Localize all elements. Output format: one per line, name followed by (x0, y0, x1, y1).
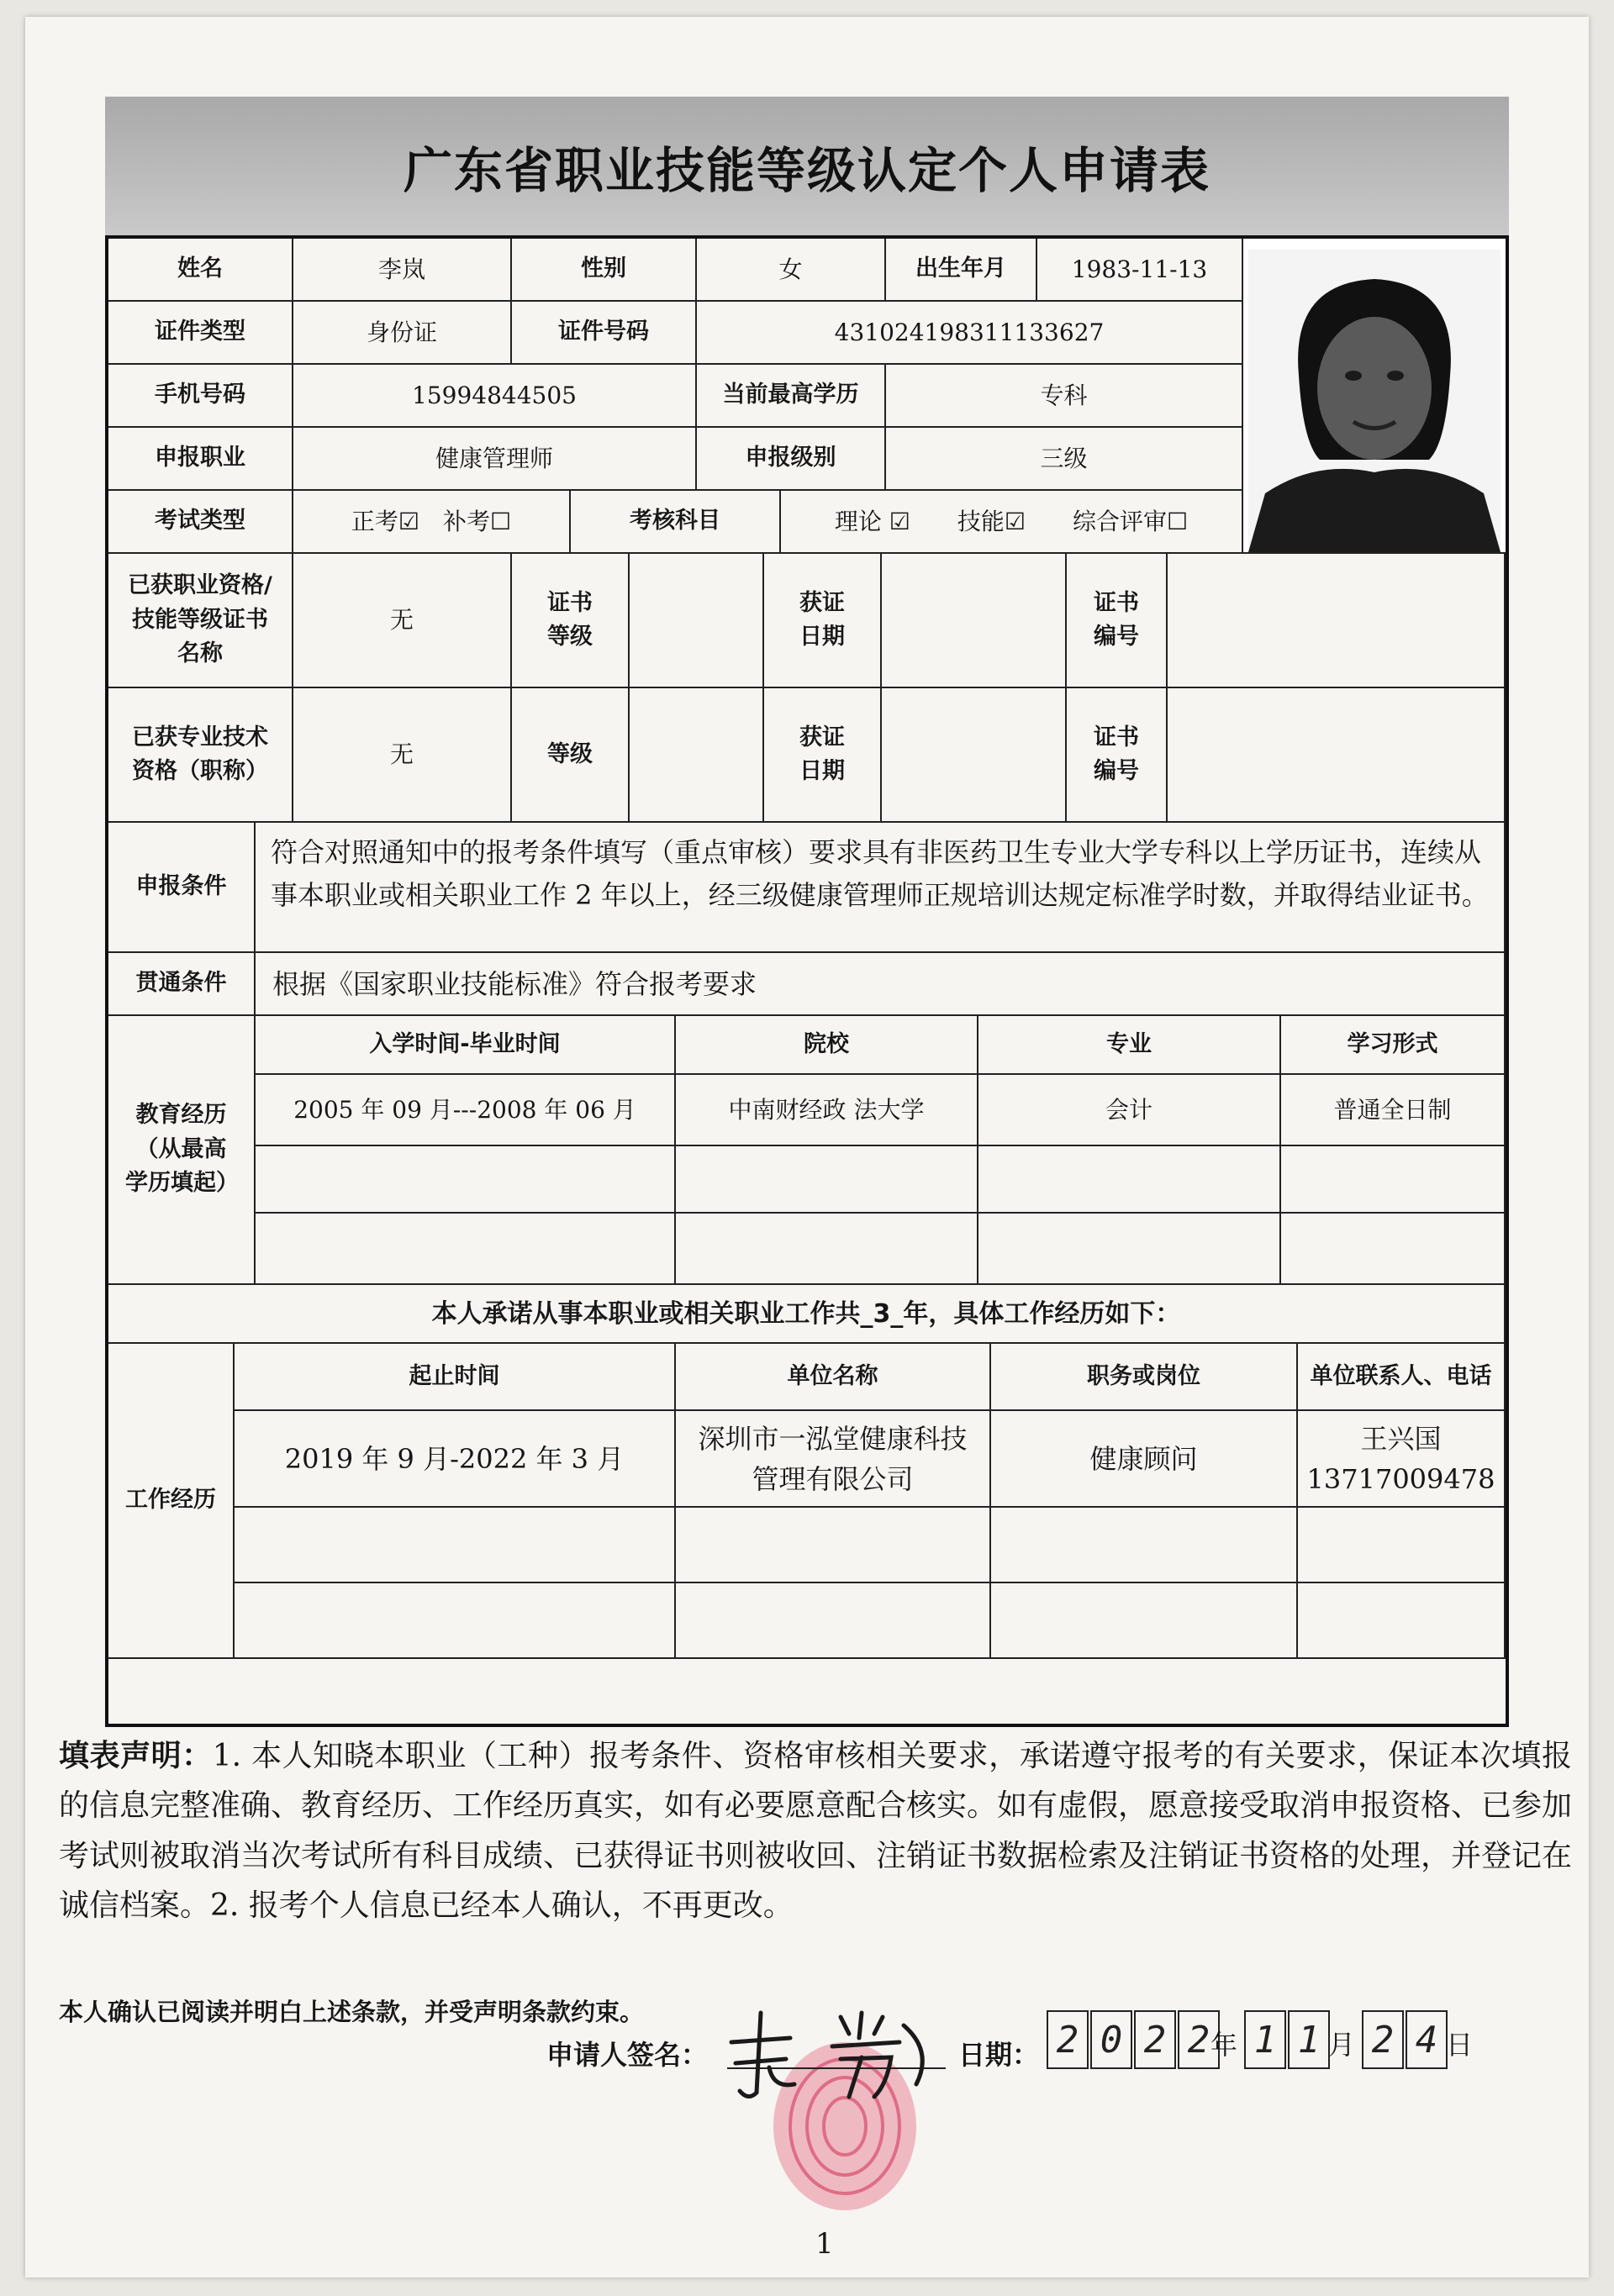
work-header-period: 起止时间 (235, 1344, 676, 1411)
exam-type-value: 正考☑ 补考☐ (293, 491, 571, 554)
year-digit: 2 (1178, 2010, 1220, 2069)
declaration-text: 1. 本人知晓本职业（工种）报考条件、资格审核相关要求，承诺遵守报考的有关要求，保证本次填报的信息完整准确、教育经历、工作经历真实，如有必要愿意配合核实。如有虚假，愿意接受取消申报资格、已参加考试则被取消当次考试所有科目成绩、已获得证书则被收回、注销证书数据检索及注销证书资格的处理，并登记在诚信档案。2. 报考个人信息已经本人确认，不再更改。 (59, 1739, 1573, 1924)
conditions-label: 申报条件 (108, 823, 256, 953)
work-row-position: 健康顾问 (991, 1411, 1298, 1508)
education-level-value: 专科 (886, 365, 1243, 428)
id-no-label: 证件号码 (512, 302, 697, 365)
phone-value: 15994844505 (293, 365, 697, 428)
qualification-value: 无 (293, 554, 512, 688)
work-row-company: 深圳市一泓堂健康科技管理有限公司 (676, 1411, 991, 1508)
declaration (59, 1731, 1572, 1931)
year-unit: 年 (1210, 2029, 1238, 2061)
education-empty-cell (256, 1146, 676, 1214)
level-label: 申报级别 (697, 428, 886, 491)
link-condition-label: 贯通条件 (108, 953, 256, 1016)
job-value: 健康管理师 (293, 428, 697, 491)
year-digit: 2 (1134, 2010, 1176, 2069)
education-label: 教育经历（从最高学历填起） (108, 1016, 256, 1285)
subject-value: 理论 ☑ 技能☑ 综合评审☐ (781, 491, 1243, 554)
education-header-major: 专业 (978, 1016, 1281, 1075)
level-value: 三级 (886, 428, 1243, 491)
work-empty-cell (676, 1583, 991, 1659)
education-empty-cell (978, 1146, 1281, 1214)
education-level-label: 当前最高学历 (697, 365, 886, 428)
title-rank-date-label: 获证日期 (764, 688, 882, 823)
birth-label: 出生年月 (886, 239, 1037, 302)
declaration-heading: 填表声明： (59, 1739, 213, 1773)
qualification-date-label: 获证日期 (764, 554, 882, 688)
qualification-cert-no-value (1168, 554, 1506, 688)
education-row-period: 2005 年 09 月---2008 年 06 月 (256, 1075, 676, 1146)
portrait-image (1248, 250, 1501, 552)
education-empty-cell (676, 1214, 978, 1285)
work-empty-cell (991, 1508, 1298, 1583)
qualification-date-value (882, 554, 1067, 688)
day-digit: 2 (1362, 2010, 1404, 2069)
title-rank-level-value (630, 688, 764, 823)
education-empty-cell (676, 1146, 978, 1214)
gender-value: 女 (697, 239, 886, 302)
month-digit: 1 (1244, 2010, 1286, 2069)
id-type-value: 身份证 (293, 302, 512, 365)
form-title: 广东省职业技能等级认定个人申请表 (403, 141, 1210, 199)
title-rank-date-value (882, 688, 1067, 823)
gender-label: 性别 (512, 239, 697, 302)
work-commitment: 本人承诺从事本职业或相关职业工作共_3_年，具体工作经历如下： (108, 1285, 1506, 1344)
education-row-school: 中南财经政 法大学 (676, 1075, 978, 1146)
id-type-label: 证件类型 (108, 302, 293, 365)
work-header-company: 单位名称 (676, 1344, 991, 1411)
application-form-page (25, 17, 1589, 2278)
work-row-period: 2019 年 9 月-2022 年 3 月 (235, 1411, 676, 1508)
birth-value: 1983-11-13 (1037, 239, 1243, 302)
work-empty-cell (991, 1583, 1298, 1659)
work-empty-cell (1298, 1583, 1506, 1659)
month-unit: 月 (1328, 2029, 1356, 2061)
education-header-mode: 学习形式 (1281, 1016, 1506, 1075)
link-condition-text: 根据《国家职业技能标准》符合报考要求 (256, 953, 1506, 1016)
applicant-photo (1243, 239, 1506, 554)
year-boxes (1047, 2010, 1221, 2069)
work-label: 工作经历 (108, 1344, 235, 1659)
education-row-major: 会计 (978, 1075, 1281, 1146)
title-rank-value: 无 (293, 688, 512, 823)
education-empty-cell (256, 1214, 676, 1285)
confirm-statement: 本人确认已阅读并明白上述条款，并受声明条款约束。 (59, 1998, 645, 2026)
education-empty-cell (978, 1214, 1281, 1285)
exam-type-label: 考试类型 (108, 491, 293, 554)
name-label: 姓名 (108, 239, 293, 302)
day-boxes (1362, 2010, 1449, 2069)
education-row-mode: 普通全日制 (1281, 1075, 1506, 1146)
name-value: 李岚 (293, 239, 512, 302)
title-rank-label: 已获专业技术资格（职称） (108, 688, 293, 823)
month-boxes (1244, 2010, 1332, 2069)
month-digit: 1 (1288, 2010, 1330, 2069)
education-empty-cell (1281, 1214, 1506, 1285)
work-header-position: 职务或岗位 (991, 1344, 1298, 1411)
phone-label: 手机号码 (108, 365, 293, 428)
date-label: 日期： (958, 2039, 1040, 2071)
qualification-level-label: 证书等级 (512, 554, 630, 688)
year-digit: 2 (1047, 2010, 1089, 2069)
subject-label: 考核科目 (571, 491, 781, 554)
education-header-period: 入学时间-毕业时间 (256, 1016, 676, 1075)
job-label: 申报职业 (108, 428, 293, 491)
qualification-cert-no-label: 证书编号 (1067, 554, 1168, 688)
title-rank-cert-no-label: 证书编号 (1067, 688, 1168, 823)
education-empty-cell (1281, 1146, 1506, 1214)
work-empty-cell (676, 1508, 991, 1583)
qualification-label: 已获职业资格/技能等级证书名称 (108, 554, 293, 688)
day-digit: 4 (1406, 2010, 1448, 2069)
day-unit: 日 (1446, 2029, 1474, 2061)
id-no-value: 431024198311133627 (697, 302, 1243, 365)
form-table (105, 235, 1509, 1727)
work-empty-cell (235, 1508, 676, 1583)
signature-label: 申请人签名： (546, 2039, 709, 2071)
work-empty-cell (1298, 1508, 1506, 1583)
handwritten-signature (715, 1992, 967, 2109)
conditions-text: 符合对照通知中的报考条件填写（重点审核）要求具有非医药卫生专业大学专科以上学历证书，连续从事本职业或相关职业工作 2 年以上，经三级健康管理师正规培训达规定标准学时数，并取得结业证书。 (256, 823, 1506, 953)
year-digit: 0 (1090, 2010, 1132, 2069)
work-empty-cell (235, 1583, 676, 1659)
work-row-contact: 王兴国 13717009478 (1298, 1411, 1506, 1508)
qualification-level-value (630, 554, 764, 688)
title-rank-cert-no-value (1168, 688, 1506, 823)
page-number: 1 (815, 2227, 834, 2261)
title-rank-level-label: 等级 (512, 688, 630, 823)
work-header-contact: 单位联系人、电话 (1298, 1344, 1506, 1411)
education-header-school: 院校 (676, 1016, 978, 1075)
title-banner (105, 97, 1509, 235)
